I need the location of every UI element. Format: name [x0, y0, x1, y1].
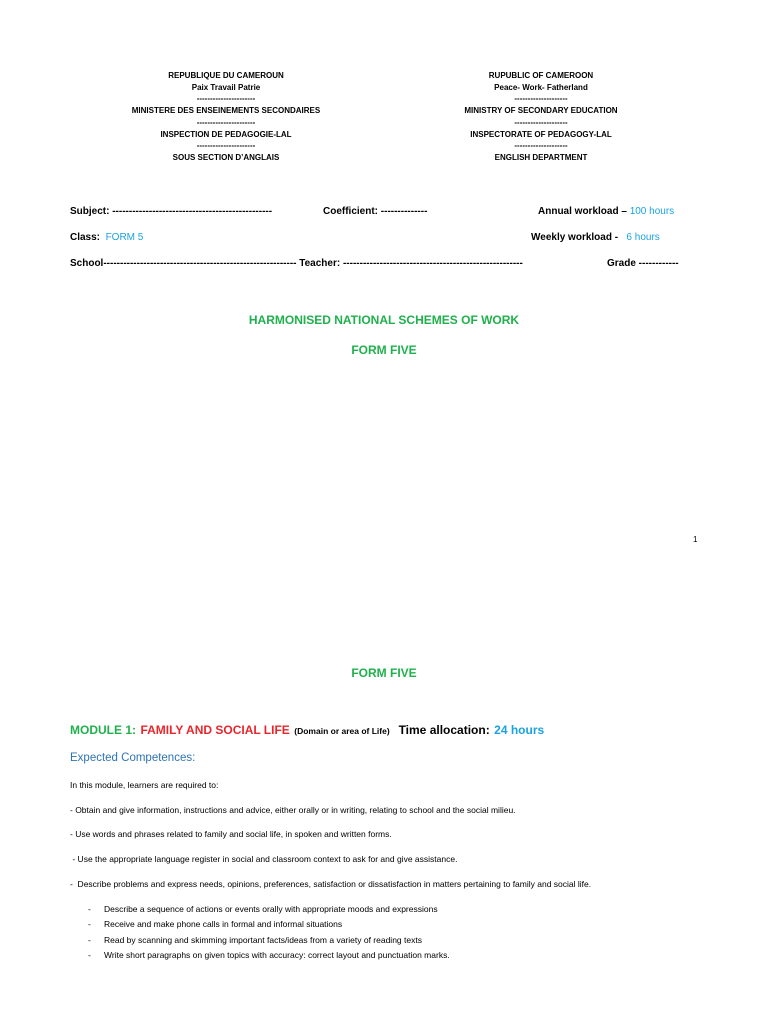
bullet-text: Write short paragraphs on given topics with accuracy: correct layout and punctuation marks.	[104, 949, 450, 960]
header-left-separator: ----------------------	[196, 117, 256, 127]
header-left-separator: ----------------------	[196, 94, 256, 104]
competence-item: - Obtain and give information, instructions and advice, either orally or in writing, relating to school and the social milieu.	[70, 805, 516, 815]
module-heading	[70, 721, 544, 739]
header-right-ministry: MINISTRY OF SECONDARY EDUCATION	[464, 106, 618, 116]
weekly-workload-label: Weekly workload -	[531, 232, 619, 243]
competences-heading: Expected Competences:	[70, 752, 196, 764]
time-allocation-value: 24 hours	[494, 723, 545, 737]
header-right-separator: --------------------	[514, 117, 568, 127]
bullet-text: Receive and make phone calls in formal and informal situations	[104, 919, 343, 930]
header-right-inspectorate: INSPECTORATE OF PEDAGOGY-LAL	[470, 129, 612, 139]
subject-field: Subject: ------------------------------------------------	[70, 206, 273, 217]
class-field	[70, 232, 143, 243]
competence-item: - Use words and phrases related to family and social life, in spoken and written forms.	[70, 829, 392, 839]
header-left-motto: Paix Travail Patrie	[191, 82, 261, 92]
class-value: FORM 5	[105, 232, 144, 243]
coefficient-field: Coefficient: --------------	[323, 206, 428, 217]
list-item	[88, 917, 450, 932]
header-left-section: SOUS SECTION D’ANGLAIS	[172, 152, 280, 162]
weekly-workload-value: 6 hours	[626, 232, 660, 243]
form-five-heading: FORM FIVE	[351, 666, 417, 680]
competence-item: - Describe problems and express needs, opinions, preferences, satisfaction or dissatisfaction in matters pertaining to family and social life.	[70, 879, 592, 889]
header-right-motto: Peace- Work- Fatherland	[494, 82, 588, 92]
bullet-marker: -	[88, 919, 91, 930]
header-left-country: REPUBLIQUE DU CAMEROUN	[168, 71, 284, 80]
grade-field: Grade ------------	[607, 258, 679, 269]
competence-item: - Use the appropriate language register in social and classroom context to ask for and give assistance.	[70, 854, 458, 864]
list-item	[88, 948, 450, 963]
competence-bullet-list	[88, 902, 450, 963]
bullet-marker: -	[88, 904, 91, 914]
header-right-separator: --------------------	[514, 94, 568, 104]
class-label: Class:	[70, 232, 101, 243]
header-left	[106, 70, 346, 164]
list-item	[88, 902, 450, 917]
annual-workload-value: 100 hours	[629, 206, 675, 217]
header-right	[421, 70, 661, 164]
weekly-workload-field	[531, 232, 660, 243]
time-allocation-label: Time allocation:	[398, 723, 490, 737]
header-right-country: RUPUBLIC OF CAMEROON	[488, 71, 594, 80]
module-name: FAMILY AND SOCIAL LIFE	[140, 723, 290, 737]
bullet-marker: -	[88, 949, 91, 960]
document-title: HARMONISED NATIONAL SCHEMES OF WORK	[248, 313, 520, 327]
list-item	[88, 933, 450, 948]
bullet-text: Read by scanning and skimming important facts/ideas from a variety of reading texts	[104, 934, 422, 945]
module-domain-note: (Domain or area of Life)	[294, 726, 390, 736]
header-left-separator: ----------------------	[196, 141, 256, 151]
module-prefix: MODULE 1:	[70, 723, 136, 737]
page-number: 1	[693, 535, 698, 544]
annual-workload-field	[538, 206, 674, 217]
header-right-separator: --------------------	[514, 141, 568, 151]
header-right-department: ENGLISH DEPARTMENT	[494, 152, 588, 162]
annual-workload-label: Annual workload –	[538, 206, 627, 217]
school-teacher-field: School---------------------------------------------------------- Teacher: ------------------------------------------------------	[70, 258, 523, 269]
form-five-title: FORM FIVE	[351, 343, 417, 357]
header-left-ministry: MINISTERE DES ENSEINEMENTS SECONDAIRES	[131, 106, 321, 116]
competences-intro: In this module, learners are required to:	[70, 780, 219, 790]
bullet-text: Describe a sequence of actions or events orally with appropriate moods and expressions	[104, 904, 438, 914]
header-left-inspection: INSPECTION DE PEDAGOGIE-LAL	[160, 129, 292, 139]
bullet-marker: -	[88, 934, 91, 945]
